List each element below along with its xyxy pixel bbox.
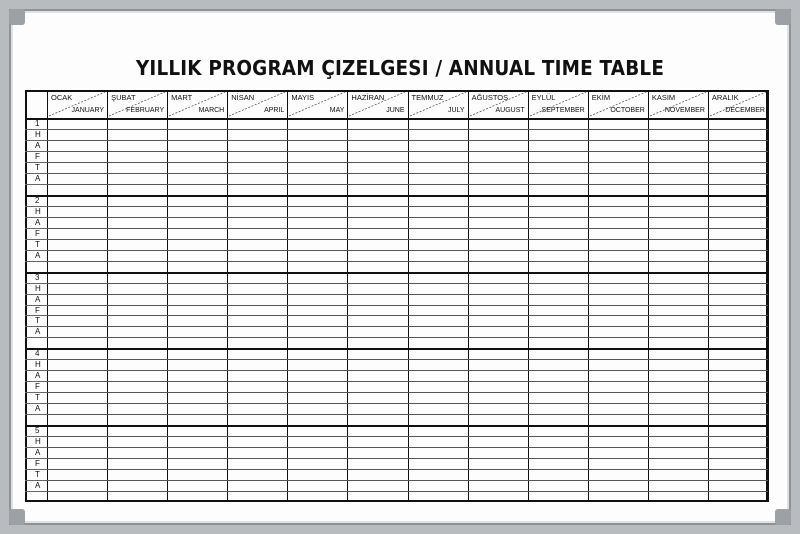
month-header-5	[287, 90, 347, 118]
month-name-en: MAY	[329, 107, 345, 114]
header-divider	[25, 118, 768, 120]
week-divider	[25, 195, 768, 197]
week-letter	[25, 371, 47, 382]
week-letter-text: A	[35, 448, 41, 458]
month-header-2	[107, 90, 167, 118]
week-letter-text: F	[35, 382, 40, 392]
month-name-en: NOVEMBER	[664, 107, 705, 114]
month-name-tr: HAZİRAN	[351, 93, 385, 102]
week-letter	[25, 393, 47, 404]
row-line	[47, 162, 768, 163]
week-letter-text: A	[35, 327, 41, 337]
week-letter	[25, 284, 47, 295]
week-letter-text: A	[35, 140, 41, 150]
board-title: YILLIK PROGRAM ÇIZELGESI / ANNUAL TIME TABLE	[135, 56, 665, 80]
month-name-en: JUNE	[386, 107, 405, 114]
month-name-en: SEPTEMBER	[541, 107, 585, 114]
row-line	[47, 283, 768, 284]
month-name-en: AUGUST	[495, 107, 525, 114]
row-line	[47, 261, 768, 262]
week-letter-text: T	[35, 316, 40, 326]
week-letter-text: T	[35, 162, 40, 172]
month-header-9	[528, 90, 588, 118]
week-letter-text: H	[35, 283, 41, 293]
month-name-en: APRIL	[264, 107, 285, 114]
week-number-text: 4	[35, 349, 40, 359]
frame-corner	[9, 9, 25, 25]
row-line	[47, 403, 768, 404]
row-line	[47, 305, 768, 306]
week-letter-text: A	[35, 404, 41, 414]
month-name-en: MARCH	[198, 107, 225, 114]
week-letter	[25, 448, 47, 459]
annual-time-table-grid	[25, 90, 768, 502]
week-letter-text: A	[35, 481, 41, 491]
week-letter	[25, 306, 47, 317]
week-letter	[25, 130, 47, 141]
week-number	[25, 273, 47, 284]
frame-corner	[775, 9, 791, 25]
month-name-tr: MART	[171, 93, 193, 102]
week-letter	[25, 382, 47, 393]
week-letter-text: F	[35, 151, 40, 161]
row-line	[47, 129, 768, 130]
week-letter-text: A	[35, 173, 41, 183]
row-line	[47, 140, 768, 141]
week-number-text: 1	[35, 119, 40, 128]
month-name-tr: ARALIK	[711, 93, 739, 102]
week-letter-text: H	[35, 437, 41, 447]
month-header-3	[167, 90, 227, 118]
week-letter-text: H	[35, 206, 41, 216]
row-line	[47, 239, 768, 240]
week-letter-text: A	[35, 294, 41, 304]
week-letter	[25, 174, 47, 185]
month-header-11	[648, 90, 708, 118]
week-letter	[25, 163, 47, 174]
week-letter-text: T	[35, 393, 40, 403]
week-letter	[25, 152, 47, 163]
week-number	[25, 426, 47, 437]
month-name-tr: EKİM	[591, 93, 611, 102]
row-line	[47, 414, 768, 415]
week-letter	[25, 229, 47, 240]
month-name-tr: AĞUSTOS	[471, 93, 509, 102]
month-name-en: JANUARY	[71, 107, 105, 114]
row-line	[47, 359, 768, 360]
frame-corner	[9, 509, 25, 525]
week-divider	[25, 425, 768, 427]
week-letter	[25, 295, 47, 306]
week-letter-text: H	[35, 129, 41, 139]
week-letter	[25, 459, 47, 470]
month-name-en: DECEMBER	[725, 107, 765, 114]
month-header-6	[347, 90, 407, 118]
row-line	[47, 436, 768, 437]
row-line	[47, 447, 768, 448]
week-number-text: 3	[35, 272, 40, 282]
month-name-tr: EYLÜL	[531, 93, 556, 102]
week-number	[25, 349, 47, 360]
week-letter	[25, 316, 47, 327]
week-letter	[25, 481, 47, 492]
month-header-7	[408, 90, 468, 118]
week-divider	[25, 348, 768, 350]
month-name-tr: ŞUBAT	[111, 93, 136, 102]
week-letter-text: F	[35, 459, 40, 469]
week-letter	[25, 470, 47, 481]
week-divider	[25, 272, 768, 274]
month-header-4	[227, 90, 287, 118]
week-letter	[25, 141, 47, 152]
month-header-8	[468, 90, 528, 118]
month-name-tr: MAYIS	[291, 93, 315, 102]
week-letter	[25, 218, 47, 229]
month-name-tr: NİSAN	[231, 93, 255, 102]
month-name-tr: TEMMUZ	[411, 93, 444, 102]
row-line	[47, 381, 768, 382]
week-letter-text: T	[35, 239, 40, 249]
row-line	[47, 250, 768, 251]
month-name-tr: OCAK	[51, 93, 73, 102]
row-line	[47, 228, 768, 229]
week-letter-text: A	[35, 217, 41, 227]
week-letter-text: A	[35, 250, 41, 260]
week-number	[25, 119, 47, 130]
week-letter	[25, 327, 47, 338]
week-letter	[25, 437, 47, 448]
month-header-1	[47, 90, 107, 118]
column-divider	[768, 90, 769, 502]
row-line	[47, 173, 768, 174]
frame-corner	[775, 509, 791, 525]
row-line	[47, 458, 768, 459]
week-letter-text: T	[35, 470, 40, 480]
week-letter	[25, 404, 47, 415]
row-line	[47, 184, 768, 185]
week-letter	[25, 240, 47, 251]
row-line	[47, 370, 768, 371]
week-letter-text: F	[35, 305, 40, 315]
month-header-12	[708, 90, 768, 118]
week-number-text: 2	[35, 195, 40, 205]
week-number	[25, 196, 47, 207]
row-line	[47, 392, 768, 393]
week-letter	[25, 207, 47, 218]
week-number-text: 5	[35, 426, 40, 436]
row-line	[47, 206, 768, 207]
row-line	[47, 337, 768, 338]
month-name-en: JULY	[447, 107, 465, 114]
row-line	[47, 217, 768, 218]
row-line	[47, 294, 768, 295]
week-letter	[25, 251, 47, 262]
month-header-10	[588, 90, 648, 118]
month-name-en: OCTOBER	[610, 107, 645, 114]
row-line	[47, 326, 768, 327]
row-line	[47, 480, 768, 481]
row-line	[47, 151, 768, 152]
row-line	[47, 469, 768, 470]
week-letter-text: A	[35, 371, 41, 381]
week-letter-text: H	[35, 360, 41, 370]
week-letter-text: F	[35, 228, 40, 238]
month-name-en: FEBRUARY	[126, 107, 165, 114]
month-name-tr: KASIM	[651, 93, 676, 102]
row-line	[47, 315, 768, 316]
week-letter	[25, 360, 47, 371]
row-line	[47, 491, 768, 492]
